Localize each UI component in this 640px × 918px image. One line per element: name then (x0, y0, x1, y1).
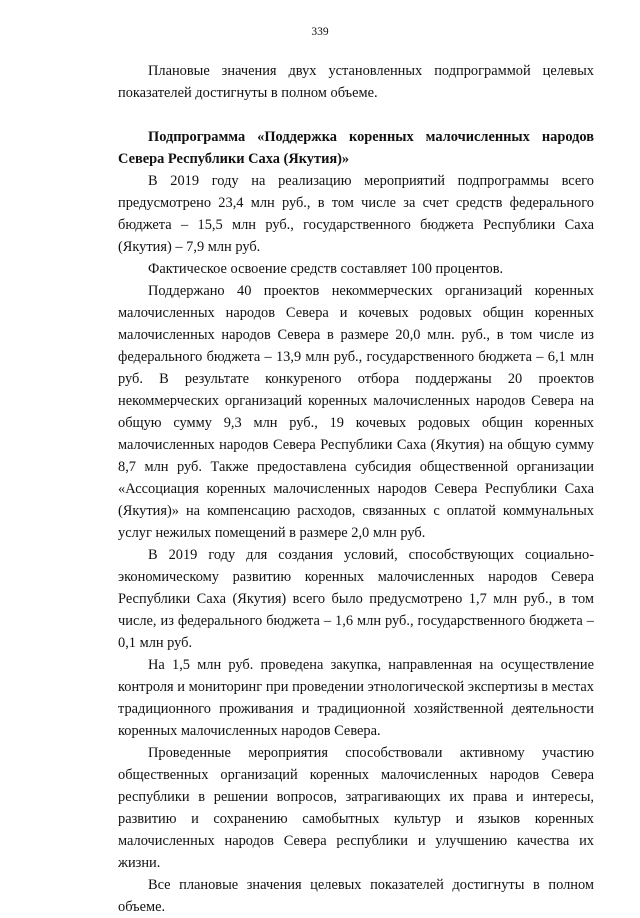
intro-paragraph: Плановые значения двух установленных подпрограммой целевых показателей достигнуты в полном объеме. (118, 63, 594, 101)
paragraph-funding: В 2019 году на реализацию мероприятий подпрограммы всего предусмотрено 23,4 млн руб., в том числе за счет средств федерального бюджета – 15,5 млн руб., государственного бюджета Республики Саха (Якутия) – 7,9 млн руб. (118, 173, 594, 255)
paragraph-socioeconomic: В 2019 году для создания условий, способствующих социально-экономическому развитию коренных малочисленных народов Севера Республики Саха (Якутия) всего было предусмотрено 1,7 млн руб., в том числе, из федерального бюджета – 1,6 млн руб., государственного бюджета – 0,1 млн руб. (118, 547, 594, 651)
document-body (118, 60, 594, 918)
paragraph-actual-spending: Фактическое освоение средств составляет 100 процентов. (148, 261, 504, 277)
paragraph-conclusion: Все плановые значения целевых показателей достигнуты в полном объеме. (118, 877, 594, 915)
page-number: 339 (311, 26, 329, 38)
paragraph-supported-projects: Поддержано 40 проектов некоммерческих организаций коренных малочисленных народов Севера и кочевых родовых общин коренных малочисленных народов Севера в размере 20,0 млн. руб., в том числе из федерального бюджета – 13,9 млн руб., государственного бюджета – 6,1 млн руб. В результате конкуреного отбора поддержаны 20 проектов некоммерческих организаций коренных малочисленных народов Севера на общую сумму 9,3 млн руб., 19 кочевых родовых общин коренных малочисленных народов Севера Республики Саха (Якутия) на общую сумму 8,7 млн руб. Также предоставлена субсидия общественной организации «Ассоциация коренных малочисленных народов Севера Республики Саха (Якутия)» на компенсацию расходов, связанных с оплатой коммунальных услуг нежилых помещений в размере 2,0 млн руб. (118, 283, 594, 541)
paragraph-results: Проведенные мероприятия способствовали активному участию общественных организаций коренных малочисленных народов Севера республики в решении вопросов, затрагивающих их права и интересы, развитию и сохранению самобытных культур и языков коренных малочисленных народов Севера республики и улучшению качества их жизни. (118, 745, 594, 871)
section-heading: Подпрограмма «Поддержка коренных малочисленных народов Севера Республики Саха (Якутия)» (118, 129, 594, 167)
section-spacer (118, 104, 594, 126)
paragraph-procurement: На 1,5 млн руб. проведена закупка, направленная на осуществление контроля и мониторинг при проведении этнологической экспертизы в местах традиционного проживания и традиционной хозяйственной деятельности коренных малочисленных народов Севера. (118, 657, 594, 739)
